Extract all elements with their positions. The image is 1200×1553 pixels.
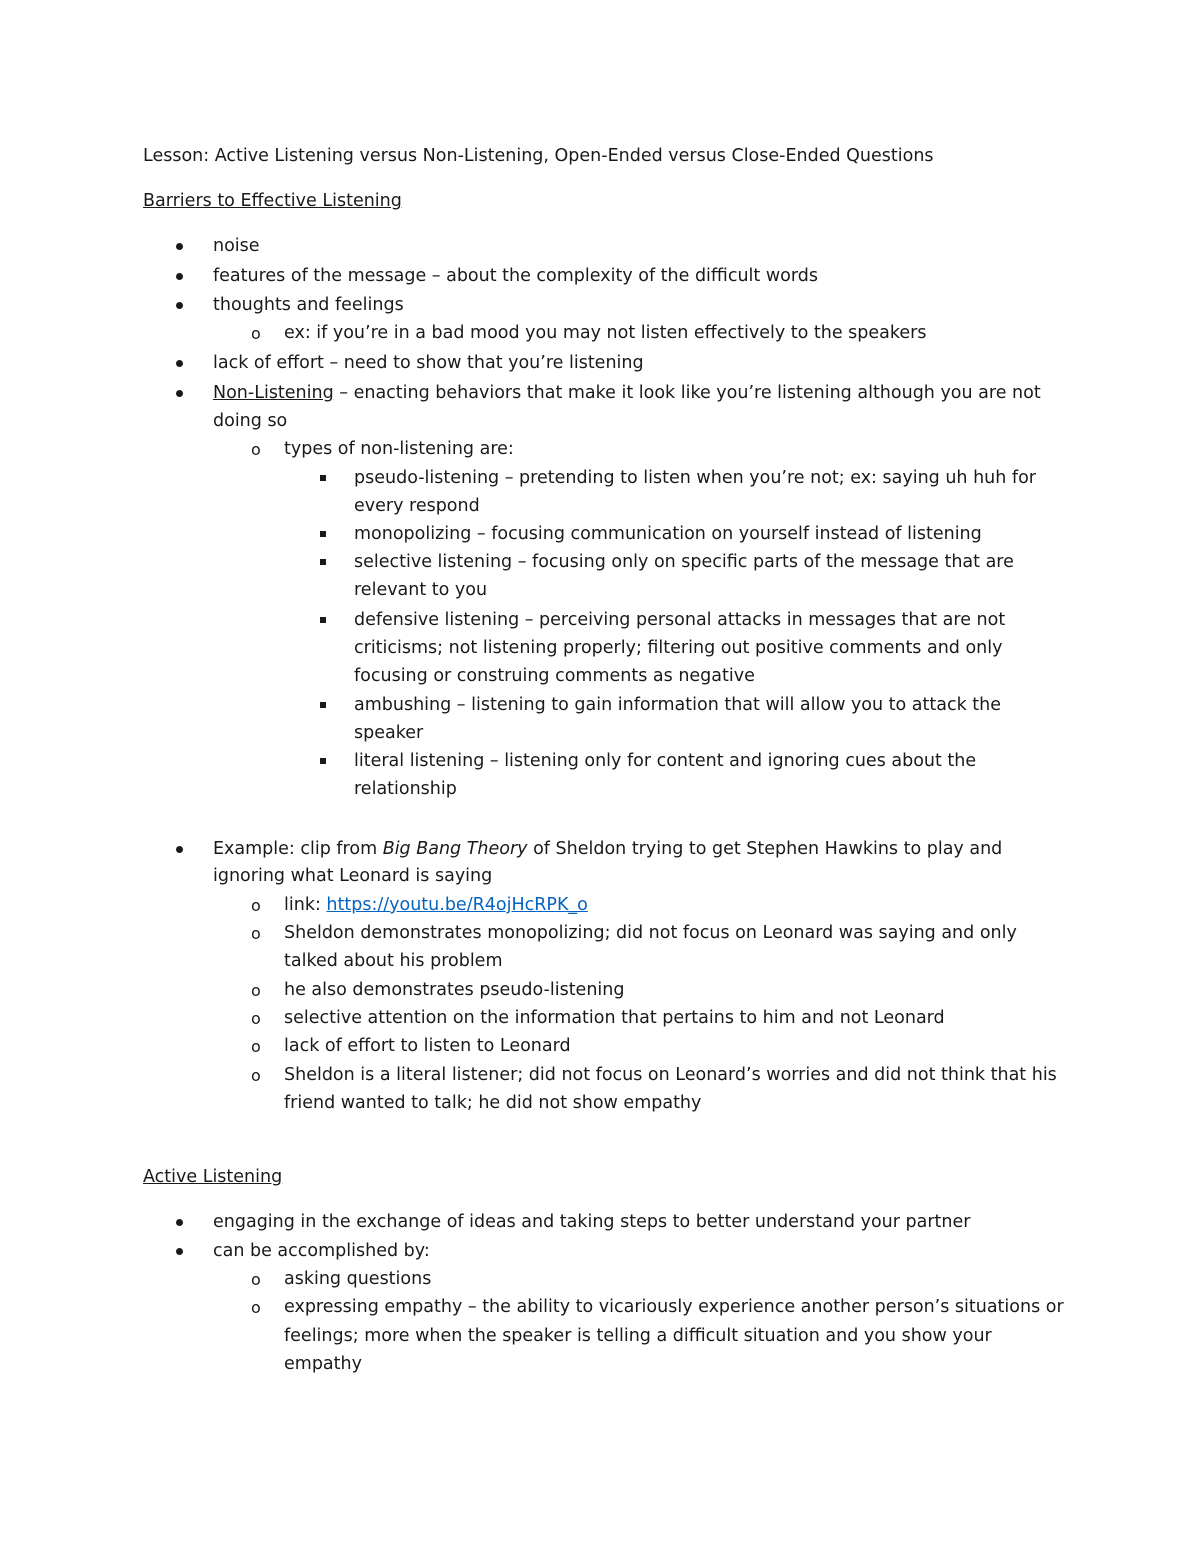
list-item-continued: ignoring what Leonard is saying (213, 866, 493, 886)
list-item: lack of effort – need to show that you’re listening (213, 353, 644, 373)
bullet-circle-icon: o (251, 981, 261, 1000)
list-item: expressing empathy – the ability to vicariously experience another person’s situations or (284, 1297, 1064, 1317)
list-item: noise (213, 236, 260, 256)
list-item (213, 838, 1002, 860)
list-item: literal listening – listening only for content and ignoring cues about the (354, 751, 977, 771)
list-item: pseudo-listening – pretending to listen when you’re not; ex: saying uh huh for (354, 468, 1036, 488)
bullet-circle-icon: o (251, 440, 261, 459)
list-item-continued: relevant to you (354, 580, 488, 600)
non-listening-term: Non-Listening (213, 383, 334, 403)
list-item-continued: doing so (213, 411, 288, 431)
bullet-circle-icon: o (251, 1009, 261, 1028)
list-item-continued: friend wanted to talk; he did not show empathy (284, 1093, 702, 1113)
list-item-continued: talked about his problem (284, 951, 503, 971)
list-item-continued: criticisms; not listening properly; filtering out positive comments and only (354, 638, 1003, 658)
list-item: Sheldon is a literal listener; did not focus on Leonard’s worries and did not think that his (284, 1065, 1057, 1085)
barriers-heading: Barriers to Effective Listening (143, 191, 402, 211)
active-listening-heading: Active Listening (143, 1167, 283, 1187)
bullet-circle-icon: o (251, 1270, 261, 1289)
bullet-square-icon (320, 617, 326, 623)
list-item-continued: relationship (354, 779, 457, 799)
bullet-disc-icon (176, 302, 183, 309)
page-title: Lesson: Active Listening versus Non-Listening, Open-Ended versus Close-Ended Questions (143, 146, 934, 166)
list-item: Sheldon demonstrates monopolizing; did not focus on Leonard was saying and only (284, 923, 1017, 943)
bullet-circle-icon: o (251, 1298, 261, 1317)
show-title: Big Bang Theory (382, 839, 528, 859)
bullet-disc-icon (176, 273, 183, 280)
list-item: features of the message – about the complexity of the difficult words (213, 266, 818, 286)
bullet-square-icon (320, 531, 326, 537)
bullet-disc-icon (176, 1248, 183, 1255)
list-item: defensive listening – perceiving personal attacks in messages that are not (354, 610, 1006, 630)
bullet-square-icon (320, 758, 326, 764)
list-item: types of non-listening are: (284, 439, 514, 459)
list-item: engaging in the exchange of ideas and taking steps to better understand your partner (213, 1212, 971, 1232)
list-item: monopolizing – focusing communication on yourself instead of listening (354, 524, 982, 544)
list-item: lack of effort to listen to Leonard (284, 1036, 571, 1056)
example-text: Example: clip from (213, 839, 383, 859)
bullet-square-icon (320, 475, 326, 481)
list-item-continued: focusing or construing comments as negative (354, 666, 755, 686)
bullet-disc-icon (176, 846, 183, 853)
list-item-continued: every respond (354, 496, 480, 516)
list-item-continued: empathy (284, 1354, 362, 1374)
list-item (213, 382, 1041, 404)
bullet-circle-icon: o (251, 1037, 261, 1056)
link-label: link: (284, 895, 327, 915)
bullet-circle-icon: o (251, 896, 261, 915)
example-text: of Sheldon trying to get Stephen Hawkins to play and (527, 839, 1003, 859)
list-item: asking questions (284, 1269, 432, 1289)
non-listening-definition: – enacting behaviors that make it look like you’re listening although you are not (333, 383, 1041, 403)
bullet-circle-icon: o (251, 1066, 261, 1085)
list-item: ambushing – listening to gain information that will allow you to attack the (354, 695, 1001, 715)
list-item: ex: if you’re in a bad mood you may not listen effectively to the speakers (284, 323, 927, 343)
youtube-link[interactable]: https://youtu.be/R4ojHcRPK_o (326, 895, 588, 915)
list-item: selective listening – focusing only on specific parts of the message that are (354, 552, 1014, 572)
list-item (284, 894, 588, 916)
list-item: selective attention on the information that pertains to him and not Leonard (284, 1008, 945, 1028)
list-item: can be accomplished by: (213, 1241, 430, 1261)
bullet-circle-icon: o (251, 924, 261, 943)
bullet-disc-icon (176, 360, 183, 367)
bullet-disc-icon (176, 243, 183, 250)
list-item: thoughts and feelings (213, 295, 404, 315)
list-item: he also demonstrates pseudo-listening (284, 980, 625, 1000)
list-item-continued: speaker (354, 723, 424, 743)
list-item-continued: feelings; more when the speaker is telling a difficult situation and you show your (284, 1326, 992, 1346)
bullet-square-icon (320, 559, 326, 565)
bullet-circle-icon: o (251, 324, 261, 343)
bullet-disc-icon (176, 1219, 183, 1226)
bullet-square-icon (320, 702, 326, 708)
bullet-disc-icon (176, 390, 183, 397)
